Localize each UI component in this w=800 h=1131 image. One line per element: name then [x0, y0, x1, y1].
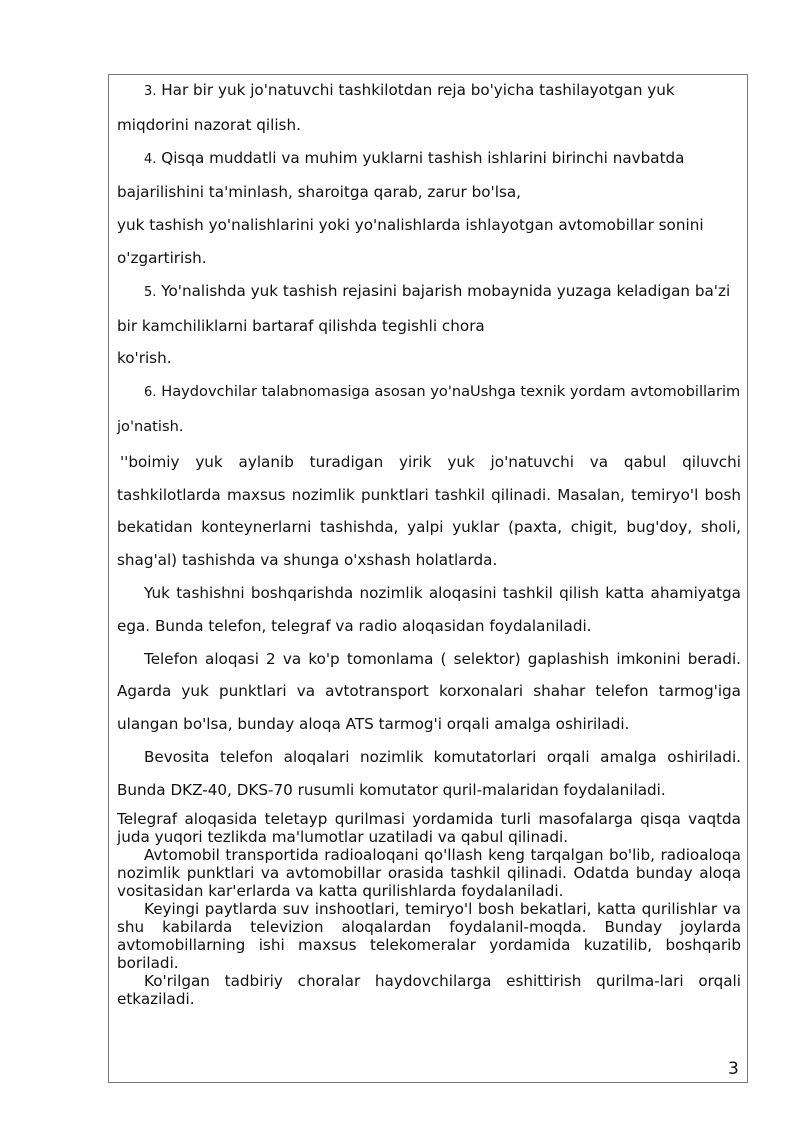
- paragraph-radio: Avtomobil transportida radioaloqani qo'llash keng tarqalgan bo'lib, radioaloqa nozimlik punktlari va avtomobillar orasida tashkil qilinadi. Odatda bunday aloqa vositasidan kar'erlarda va katta qurilishlarda foydalaniladi.: [117, 845, 741, 900]
- list-item-6: [117, 375, 741, 444]
- list-text: Yo'nalishda yuk tashish rejasini bajarish mobaynida yuzaga keladigan ba'zi bir kamchiliklarni bartaraf qilishda tegishli chora: [117, 281, 731, 335]
- page-number: 3: [728, 1059, 739, 1079]
- list-item-3: [117, 74, 741, 142]
- list-text: Haydovchilar talabnomasiga asosan yo'naUshga texnik yordam avtomobillarim jo'natish.: [117, 383, 741, 435]
- list-item-4: [117, 142, 741, 210]
- list-number: 5.: [144, 284, 157, 300]
- list-number: 4.: [144, 151, 157, 167]
- paragraph-direct-telephone: Bevosita telefon aloqalari nozimlik komutatorlari orqali amalga oshiriladi. Bunda DKZ-40, DKS-70 rusumli komutator quril-malaridan foydalaniladi.: [117, 747, 741, 799]
- paragraph-telegraph: Telegraf aloqasida teletayp qurilmasi yordamida turli masofalarga qisqa vaqtda juda yuqori tezlikda ma'lumotlar uzatiladi va qabul qilinadi.: [117, 809, 741, 846]
- paragraph-dispatch-points: ''boimiy yuk aylanib turadigan yirik yuk jo'natuvchi va qabul qiluvchi tashkilotlarda maxsus nozimlik punktlari tashkil qilinadi. Masalan, temiryo'l bosh bekatidan konteynerlarni tashishda, yalpi yuklar (paxta, chigit, bug'doy, sholi, shag'al) tashishda va shunga o'xshash holatlarda.: [117, 452, 741, 570]
- list-text: Har bir yuk jo'natuvchi tashkilotdan reja bo'yicha tashilayotgan yuk miqdorini nazorat qilish.: [117, 81, 675, 134]
- paragraph-broadcast: Ko'rilgan tadbiriy choralar haydovchilarga eshittirish qurilma-lari orqali etkaziladi.: [117, 971, 741, 1008]
- paragraph-dispatch-communication: Yuk tashishni boshqarishda nozimlik aloqasini tashkil qilish katta ahamiyatga ega. Bunda telefon, telegraf va radio aloqasidan foydalaniladi.: [117, 583, 741, 635]
- paragraph-television: Keyingi paytlarda suv inshootlari, temiryo'l bosh bekatlari, katta qurilishlar va shu kabilarda televizion aloqalardan foydalanil-moqda. Bunday joylarda avtomobillarning ishi maxsus telekomeralar yordamida kuzatilib, boshqarib boriladi.: [117, 899, 741, 972]
- list-item-5: [117, 275, 741, 343]
- document-body: [117, 74, 741, 1008]
- list-item-5-continued: ko'rish.: [117, 349, 172, 368]
- list-text: Qisqa muddatli va muhim yuklarni tashish ishlarini birinchi navbatda bajarilishini ta'minlash, sharoitga qarab, zarur bo'lsa,: [117, 148, 685, 202]
- list-item-4-continued: yuk tashish yo'nalishlarini yoki yo'nalishlarda ishlayotgan avtomobillar sonini o'zgartirish.: [117, 216, 704, 267]
- paragraph-telephone: Telefon aloqasi 2 va ko'p tomonlama ( selektor) gaplashish imkonini beradi. Agarda yuk punktlari va avtotransport korxonalari shahar telefon tarmog'iga ulangan bo'lsa, bunday aloqa ATS tarmog'i orqali amalga oshiriladi.: [117, 649, 741, 734]
- list-number: 3.: [144, 84, 157, 99]
- list-number: 6.: [144, 385, 157, 401]
